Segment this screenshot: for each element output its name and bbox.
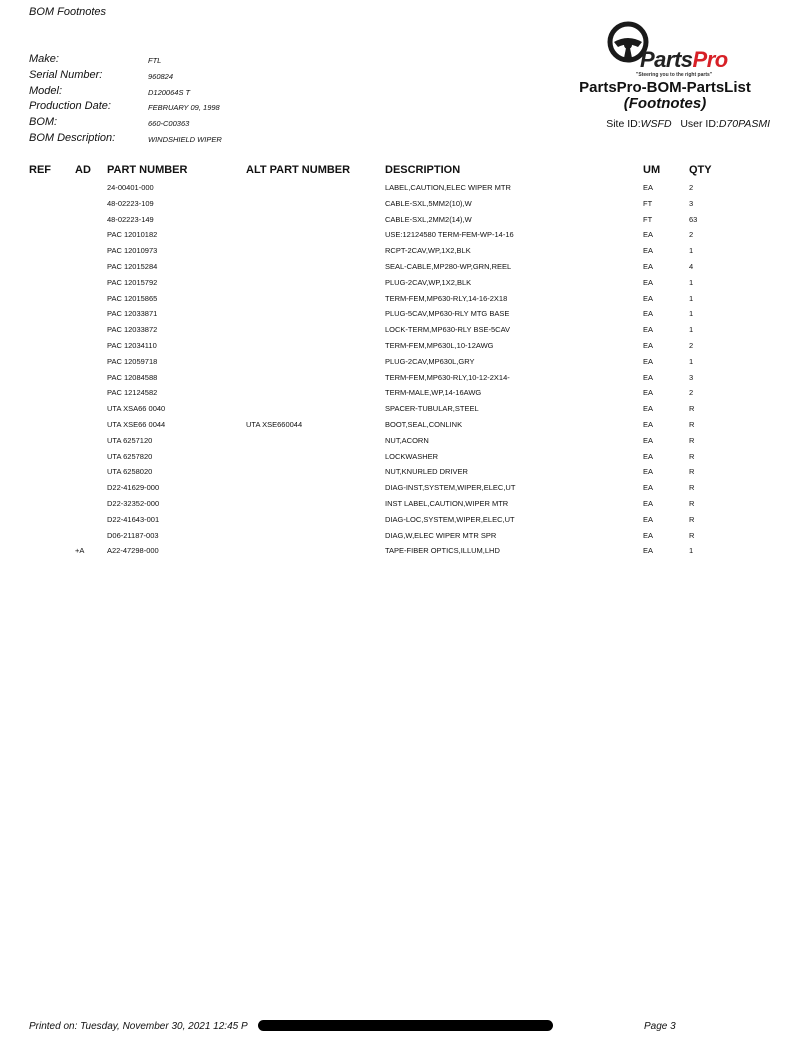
table-row: [0, 464, 797, 480]
cell-description: CABLE-SXL,2MM2(14),W: [385, 214, 472, 224]
meta-value: 960824: [148, 71, 174, 81]
cell-part-number: D06-21187-003: [107, 530, 159, 540]
cell-qty: R: [689, 435, 695, 445]
logo-tagline: "Steering you to the right parts": [636, 72, 713, 78]
cell-description: NUT,ACORN: [385, 435, 429, 445]
cell-qty: R: [689, 514, 695, 524]
meta-value: FEBRUARY 09, 1998: [148, 103, 220, 113]
cell-um: EA: [643, 467, 654, 477]
site-id-value: WSFD: [640, 118, 672, 130]
cell-part-number: A22-47298-000: [107, 546, 159, 556]
cell-part-number: 24-00401-000: [107, 183, 154, 192]
cell-part-number: PAC 12010973: [107, 246, 158, 256]
cell-um: FT: [643, 214, 653, 224]
page-number: Page 3: [644, 1021, 676, 1032]
table-row: [0, 212, 797, 228]
cell-qty: 1: [689, 325, 694, 335]
table-row: [0, 259, 797, 275]
column-header-part-number: PART NUMBER: [107, 164, 188, 176]
table-row: [0, 322, 797, 338]
cell-um: EA: [643, 498, 654, 508]
cell-alt-part-number: UTA XSE660044: [246, 419, 303, 429]
cell-um: EA: [643, 340, 654, 350]
cell-description: BOOT,SEAL,CONLINK: [385, 419, 463, 429]
table-row: [0, 354, 797, 370]
cell-description: LABEL,CAUTION,ELEC WIPER MTR: [385, 183, 511, 192]
cell-qty: R: [689, 467, 695, 477]
cell-um: EA: [643, 261, 654, 271]
cell-description: PLUG-2CAV,MP630L,GRY: [385, 356, 475, 366]
table-row: [0, 180, 797, 196]
cell-um: EA: [643, 325, 654, 335]
report-title-line2: (Footnotes): [623, 95, 707, 112]
cell-description: RCPT-2CAV,WP,1X2,BLK: [385, 246, 471, 256]
cell-qty: R: [689, 498, 695, 508]
cell-description: INST LABEL,CAUTION,WIPER MTR: [385, 498, 509, 508]
cell-qty: 1: [689, 246, 694, 256]
cell-description: SPACER-TUBULAR,STEEL: [385, 404, 479, 414]
cell-um: EA: [643, 230, 654, 240]
table-row: [0, 370, 797, 386]
partspro-logo: [606, 20, 736, 82]
table-row: [0, 433, 797, 449]
column-header-alt-part-number: ALT PART NUMBER: [246, 164, 351, 176]
cell-qty: 1: [689, 546, 694, 556]
cell-qty: 3: [689, 372, 694, 382]
cell-qty: R: [689, 419, 695, 429]
cell-um: EA: [643, 514, 654, 524]
cell-part-number: PAC 12084588: [107, 372, 158, 382]
cell-um: EA: [643, 246, 654, 256]
site-id-label: Site ID:: [606, 118, 641, 130]
cell-um: EA: [643, 435, 654, 445]
printed-on: Printed on: Tuesday, November 30, 2021 12:45 P: [29, 1021, 248, 1032]
cell-qty: R: [689, 483, 695, 493]
cell-qty: 3: [689, 198, 694, 208]
table-row: [0, 543, 797, 559]
meta-label: BOM Description:: [29, 131, 116, 144]
cell-description: TERM-FEM,MP630-RLY,10-12-2X14-: [385, 372, 510, 382]
cell-um: EA: [643, 546, 654, 556]
cell-part-number: UTA 6257120: [107, 435, 153, 445]
column-header-ad: AD: [75, 164, 91, 176]
cell-part-number: PAC 12059718: [107, 356, 158, 366]
cell-description: DIAG,W,ELEC WIPER MTR SPR: [385, 530, 497, 540]
site-user-ids: [550, 118, 770, 130]
report-title-line1: PartsPro-BOM-PartsList: [579, 79, 751, 96]
cell-part-number: PAC 12015792: [107, 277, 158, 287]
cell-part-number: UTA XSA66 0040: [107, 404, 166, 414]
meta-label: Production Date:: [29, 100, 111, 113]
user-id-label: User ID:: [680, 118, 719, 130]
cell-description: SEAL-CABLE,MP280-WP,GRN,REEL: [385, 261, 512, 271]
cell-part-number: PAC 12033872: [107, 325, 158, 335]
table-row: [0, 401, 797, 417]
table-row: [0, 449, 797, 465]
cell-part-number: UTA 6258020: [107, 467, 153, 477]
cell-um: EA: [643, 293, 654, 303]
cell-description: TERM-FEM,MP630-RLY,14-16-2X18: [385, 293, 508, 303]
table-row: [0, 196, 797, 212]
cell-part-number: PAC 12015865: [107, 293, 158, 303]
cell-um: EA: [643, 404, 654, 414]
cell-qty: 1: [689, 293, 694, 303]
cell-um: EA: [643, 309, 654, 319]
table-row: [0, 480, 797, 496]
table-row: [0, 338, 797, 354]
cell-um: EA: [643, 183, 654, 192]
cell-um: EA: [643, 356, 654, 366]
table-row: [0, 306, 797, 322]
column-header-um: UM: [643, 164, 661, 176]
cell-qty: 2: [689, 340, 694, 350]
cell-description: TERM-FEM,MP630L,10-12AWG: [385, 340, 494, 350]
parts-table: [0, 180, 797, 559]
cell-part-number: PAC 12015284: [107, 261, 158, 271]
cell-um: EA: [643, 451, 654, 461]
cell-part-number: PAC 12034110: [107, 340, 157, 350]
table-row: [0, 496, 797, 512]
cell-um: EA: [643, 388, 654, 398]
cell-um: EA: [643, 372, 654, 382]
user-id-value: D70PASMI: [718, 118, 770, 130]
cell-part-number: 48-02223-149: [107, 214, 154, 224]
logo-pro: Pro: [692, 47, 728, 72]
meta-label: Serial Number:: [29, 68, 103, 81]
table-row: [0, 417, 797, 433]
cell-qty: 1: [689, 277, 694, 287]
cell-part-number: D22-41629-000: [107, 483, 160, 493]
cell-um: EA: [643, 419, 654, 429]
cell-um: EA: [643, 277, 654, 287]
cell-part-number: D22-41643-001: [107, 514, 160, 524]
cell-description: LOCKWASHER: [385, 451, 439, 461]
cell-qty: R: [689, 404, 695, 414]
page-header: BOM Footnotes: [29, 6, 107, 18]
cell-description: PLUG-2CAV,WP,1X2,BLK: [385, 277, 472, 287]
cell-um: EA: [643, 483, 654, 493]
cell-part-number: UTA 6257820: [107, 451, 153, 461]
cell-qty: 1: [689, 309, 694, 319]
cell-qty: 4: [689, 261, 694, 271]
cell-part-number: D22-32352-000: [107, 498, 160, 508]
report-title: [560, 80, 770, 112]
cell-um: FT: [643, 198, 653, 208]
cell-part-number: 48-02223-109: [107, 198, 154, 208]
cell-um: EA: [643, 530, 654, 540]
table-row: [0, 227, 797, 243]
logo-parts: Parts: [640, 47, 693, 72]
cell-part-number: UTA XSE66 0044: [107, 419, 166, 429]
meta-value: WINDSHIELD WIPER: [148, 134, 222, 144]
cell-description: CABLE-SXL,5MM2(10),W: [385, 198, 472, 208]
table-row: [0, 512, 797, 528]
meta-label: Model:: [29, 84, 63, 97]
cell-qty: 2: [689, 183, 694, 192]
cell-description: DIAG-LOC,SYSTEM,WIPER,ELEC,UT: [385, 514, 515, 524]
table-row: [0, 275, 797, 291]
column-header-description: DESCRIPTION: [385, 164, 461, 176]
table-row: [0, 528, 797, 544]
cell-description: LOCK-TERM,MP630-RLY BSE-5CAV: [385, 325, 511, 335]
logo-wordmark: [640, 47, 728, 73]
cell-qty: 2: [689, 388, 694, 398]
cell-ad: +A: [75, 546, 85, 556]
cell-part-number: PAC 12010182: [107, 230, 158, 240]
meta-label: BOM:: [29, 116, 58, 129]
cell-qty: 1: [689, 356, 694, 366]
column-header-ref: REF: [29, 164, 51, 176]
cell-part-number: PAC 12124582: [107, 388, 158, 398]
cell-qty: 63: [689, 214, 698, 224]
table-row: [0, 243, 797, 259]
cell-description: NUT,KNURLED DRIVER: [385, 467, 468, 477]
cell-description: PLUG-5CAV,MP630-RLY MTG BASE: [385, 309, 510, 319]
meta-label: Make:: [29, 53, 59, 65]
cell-qty: 2: [689, 230, 694, 240]
cell-description: USE:12124580 TERM-FEM-WP-14-16: [385, 230, 514, 240]
meta-value: 660-C00363: [148, 119, 190, 129]
table-row: [0, 385, 797, 401]
meta-value: FTL: [148, 56, 162, 65]
redaction-bar: [258, 1020, 553, 1031]
meta-value: D120064S T: [148, 87, 191, 97]
cell-description: TAPE-FIBER OPTICS,ILLUM,LHD: [385, 546, 500, 556]
column-header-qty: QTY: [689, 164, 712, 176]
cell-description: DIAG-INST,SYSTEM,WIPER,ELEC,UT: [385, 483, 516, 493]
table-row: [0, 291, 797, 307]
cell-part-number: PAC 12033871: [107, 309, 158, 319]
cell-qty: R: [689, 451, 695, 461]
cell-qty: R: [689, 530, 695, 540]
cell-description: TERM-MALE,WP,14-16AWG: [385, 388, 482, 398]
